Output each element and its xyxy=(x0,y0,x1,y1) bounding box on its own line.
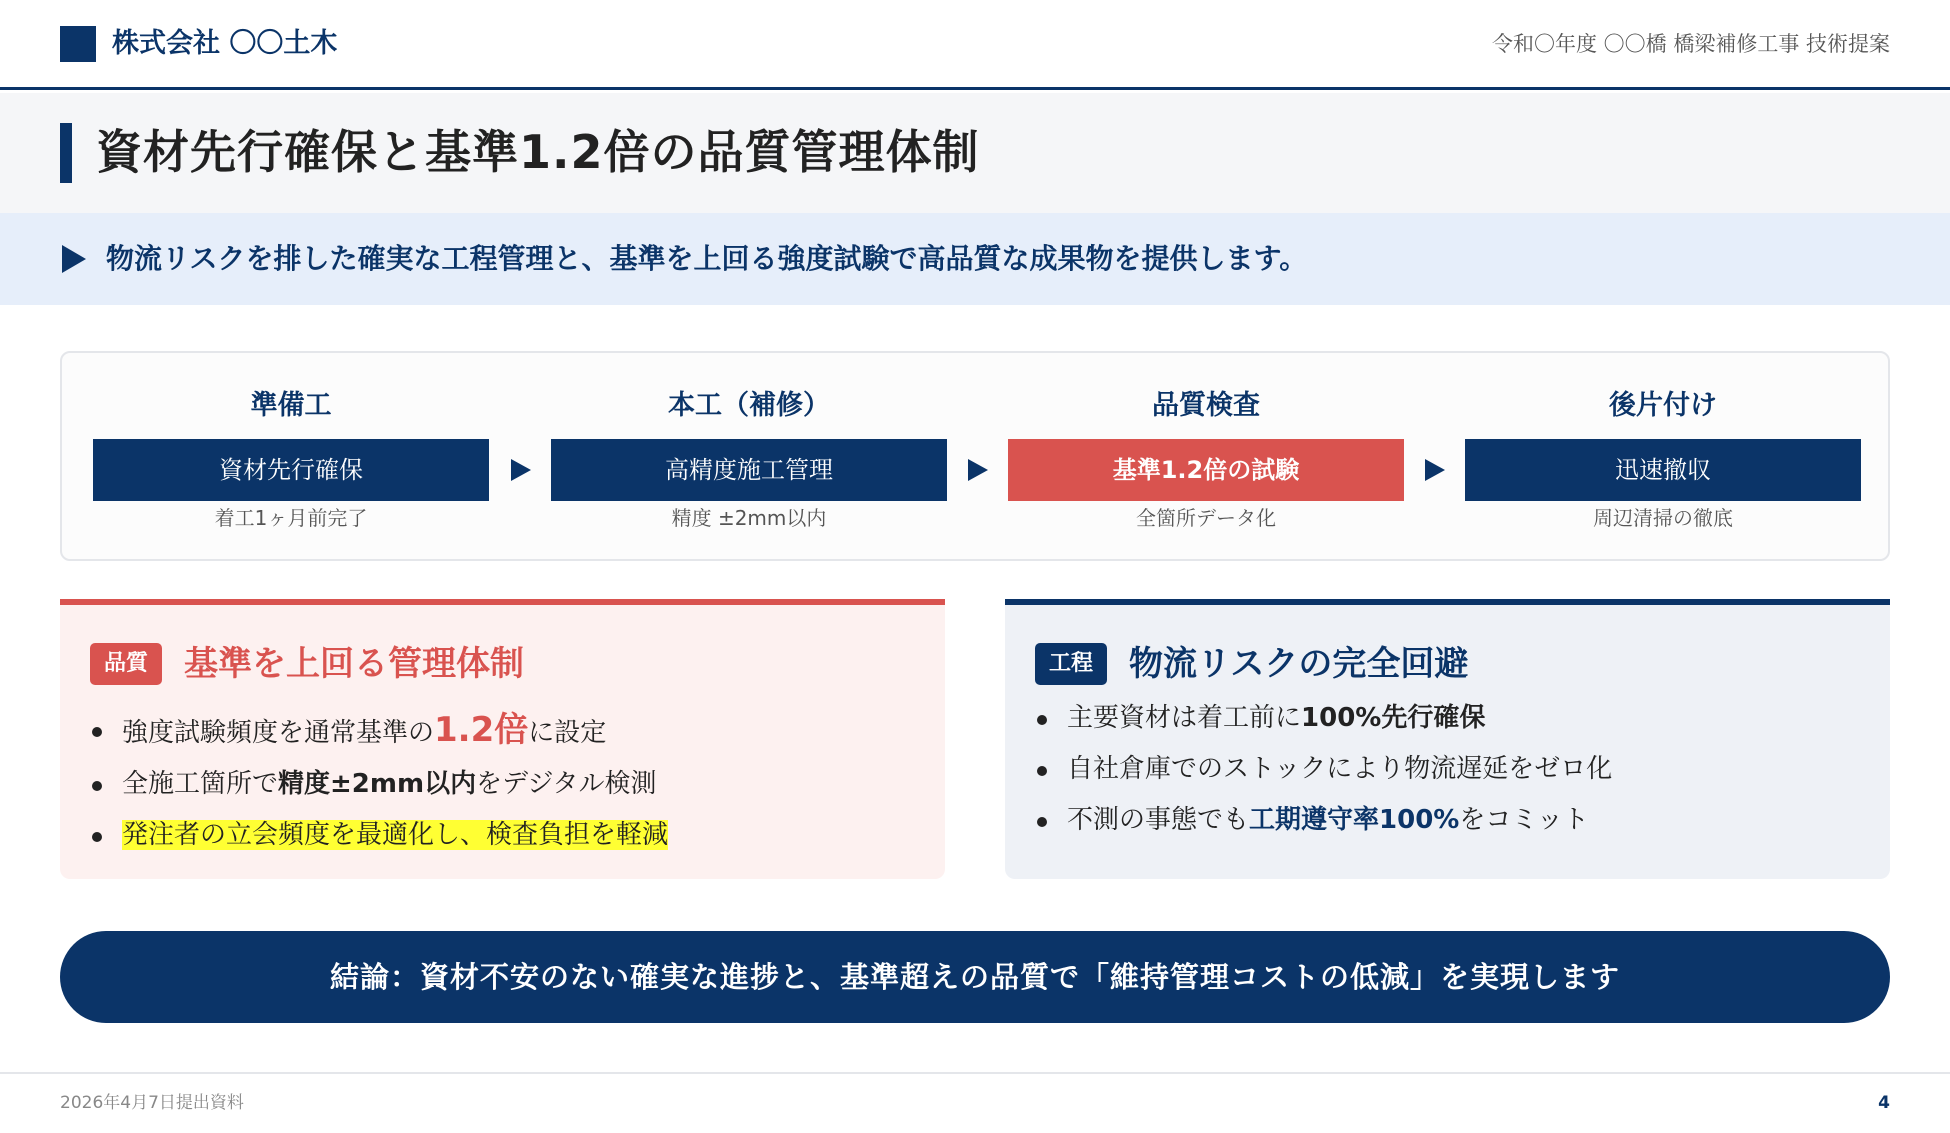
emphasis-text: 精度±2mm以内 xyxy=(278,769,477,799)
step-name: 本工（補修） xyxy=(668,390,830,421)
flow-step-main xyxy=(551,353,947,563)
list-item: 主要資材は着工前に100%先行確保 xyxy=(1035,693,1612,744)
title-band xyxy=(0,93,1950,213)
list-item: 全施工箇所で精度±2mm以内をデジタル検測 xyxy=(90,759,668,810)
flow-arrow-icon xyxy=(511,459,531,481)
flow-step-cleanup xyxy=(1465,353,1861,563)
step-name: 品質検査 xyxy=(1152,390,1260,421)
process-card xyxy=(1005,599,1890,879)
lead-band xyxy=(0,213,1950,305)
logo-square-icon xyxy=(60,26,96,62)
lead-text: 物流リスクを排した確実な工程管理と、基準を上回る強度試験で高品質な成果物を提供します。 xyxy=(106,242,1308,275)
project-title: 令和〇年度 〇〇橋 橋梁補修工事 技術提案 xyxy=(1491,32,1890,56)
quality-heading: 基準を上回る管理体制 xyxy=(184,644,524,684)
flow-arrow-icon xyxy=(1425,459,1445,481)
list-item: 自社倉庫でのストックにより物流遅延をゼロ化 xyxy=(1035,744,1612,795)
step-note: 周辺清掃の徹底 xyxy=(1593,506,1733,530)
emphasis-text: 工期遵守率100% xyxy=(1249,805,1460,835)
company-name: 株式会社 〇〇土木 xyxy=(112,28,338,59)
process-list xyxy=(1035,693,1612,846)
step-name: 準備工 xyxy=(250,390,332,421)
process-flow xyxy=(60,351,1890,561)
list-item: 不測の事態でも工期遵守率100%をコミット xyxy=(1035,795,1612,846)
flow-arrow-icon xyxy=(968,459,988,481)
process-heading: 物流リスクの完全回避 xyxy=(1129,644,1469,684)
emphasis-text: 1.2倍 xyxy=(434,710,529,750)
step-action: 資材先行確保 xyxy=(93,439,489,501)
quality-list xyxy=(90,705,668,861)
header-bar xyxy=(0,0,1950,90)
footer-date: 2026年4月7日提出資料 xyxy=(60,1093,244,1113)
quality-tag: 品質 xyxy=(90,643,162,685)
step-note: 全箇所データ化 xyxy=(1136,506,1276,530)
list-item: 強度試験頻度を通常基準の1.2倍に設定 xyxy=(90,705,668,759)
step-action: 迅速撤収 xyxy=(1465,439,1861,501)
step-note: 精度 ±2mm以内 xyxy=(671,506,827,530)
page-number: 4 xyxy=(1878,1093,1890,1113)
slide-title: 資材先行確保と基準1.2倍の品質管理体制 xyxy=(96,125,980,179)
quality-card xyxy=(60,599,945,879)
flow-step-prep xyxy=(93,353,489,563)
step-note: 着工1ヶ月前完了 xyxy=(214,506,368,530)
title-accent-bar xyxy=(60,123,72,183)
flow-step-inspection xyxy=(1008,353,1404,563)
emphasis-text: 100%先行確保 xyxy=(1301,703,1486,733)
step-name: 後片付け xyxy=(1609,390,1717,421)
highlighted-text: 発注者の立会頻度を最適化し、検査負担を軽減 xyxy=(122,820,669,850)
step-action: 高精度施工管理 xyxy=(551,439,947,501)
conclusion-banner: 結論：資材不安のない確実な進捗と、基準超えの品質で「維持管理コストの低減」を実現します xyxy=(60,931,1890,1023)
step-action-highlight: 基準1.2倍の試験 xyxy=(1008,439,1404,501)
play-arrow-icon xyxy=(62,245,86,273)
footer-divider xyxy=(0,1072,1950,1074)
list-item xyxy=(90,810,668,861)
process-tag: 工程 xyxy=(1035,643,1107,685)
